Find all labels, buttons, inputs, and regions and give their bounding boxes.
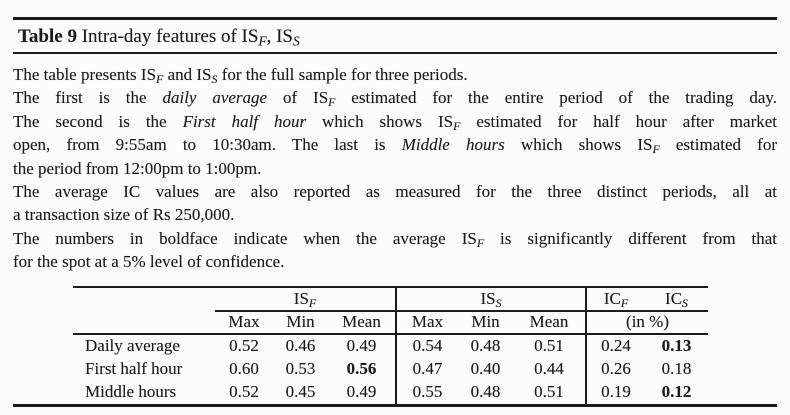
- note-line: [13, 250, 777, 273]
- text-segment: F: [328, 95, 336, 110]
- text-segment: F: [476, 235, 485, 250]
- text-segment: Middle hours: [401, 135, 505, 155]
- value-cell: 0.54: [396, 334, 458, 358]
- column-header: Min: [273, 311, 328, 334]
- column-header: Min: [458, 311, 513, 334]
- text-segment: The numbers in boldface indicate when the average IS: [13, 228, 477, 248]
- row-label: Middle hours: [85, 382, 177, 402]
- table-row: [73, 334, 708, 358]
- group-header-icf: [586, 287, 645, 311]
- text-segment: estimated for half hour after market: [460, 111, 777, 131]
- ic-unit-header: (in %): [586, 311, 708, 334]
- note-line: [13, 203, 777, 226]
- value-cell: 0.26: [586, 358, 645, 381]
- text-segment: estimated for: [659, 135, 778, 155]
- value-cell: 0.47: [396, 358, 458, 381]
- data-table-wrap: [73, 286, 790, 404]
- row-label: First half hour: [85, 359, 183, 379]
- value-cell: 0.48: [470, 336, 501, 356]
- value-cell: 0.40: [470, 359, 501, 379]
- note-line: [13, 63, 777, 86]
- value-cell: 0.12: [661, 382, 692, 402]
- text-segment: S: [211, 71, 218, 86]
- text-segment: which shows IS: [306, 111, 454, 131]
- text-segment: open, from 9:55am to 10:30am. The last is: [13, 135, 402, 155]
- text-segment: F: [652, 142, 660, 157]
- text-segment: The first is the: [13, 88, 163, 108]
- text-segment: IC: [665, 288, 683, 308]
- value-cell: 0.52: [229, 336, 259, 356]
- caption-rule: [13, 52, 777, 54]
- text-segment: Intra-day features of IS: [76, 26, 259, 47]
- text-segment: The average IC values are also reported as measured for the three distinct periods, all at: [13, 182, 777, 202]
- table-row: [73, 358, 708, 381]
- data-table: [73, 286, 708, 404]
- value-cell: 0.51: [534, 382, 564, 402]
- column-header: Mean: [513, 311, 586, 334]
- group-header-ics: [645, 287, 708, 311]
- text-segment: S: [495, 295, 502, 310]
- note-line: [13, 157, 777, 180]
- corner-cell: [73, 287, 215, 311]
- value-cell: 0.46: [285, 336, 316, 356]
- text-segment: Table 9: [18, 26, 77, 47]
- value-cell: 0.45: [285, 382, 316, 402]
- text-segment: F: [308, 295, 317, 310]
- text-segment: IS: [293, 288, 309, 308]
- text-segment: F: [620, 295, 629, 310]
- value-cell: 0.13: [661, 336, 692, 356]
- text-segment: estimated for the entire period of the trading day.: [335, 88, 778, 108]
- row-label: Daily average: [85, 336, 180, 356]
- bottom-rule: [13, 404, 777, 407]
- table-notes: [13, 63, 777, 274]
- text-segment: F: [156, 71, 164, 86]
- text-segment: for the full sample for three periods.: [217, 65, 468, 84]
- group-header-iss: [396, 287, 586, 311]
- value-cell: 0.48: [470, 382, 501, 402]
- value-cell: 0.49: [346, 382, 377, 402]
- value-cell: 0.19: [586, 381, 645, 404]
- value-cell: 0.56: [346, 359, 377, 379]
- note-line: [13, 133, 777, 156]
- text-segment: a transaction size of Rs 250,000.: [13, 205, 235, 225]
- note-line: [13, 180, 777, 203]
- text-segment: and IS: [163, 65, 212, 84]
- text-segment: , IS: [266, 26, 293, 47]
- column-header: Max: [215, 311, 273, 334]
- value-cell: 0.53: [285, 359, 316, 379]
- column-header: Max: [396, 311, 458, 334]
- group-header-isf: [215, 287, 396, 311]
- column-header-row: [73, 311, 708, 334]
- text-segment: which shows IS: [504, 135, 653, 155]
- table-caption: [13, 20, 777, 52]
- text-segment: First half hour: [182, 111, 307, 131]
- text-segment: of IS: [267, 88, 329, 108]
- value-cell: 0.51: [534, 336, 564, 356]
- value-cell: 0.49: [346, 336, 377, 356]
- text-segment: S: [682, 295, 688, 310]
- text-segment: is significantly different from that: [484, 228, 778, 248]
- text-segment: the period from 12:00pm to 1:00pm.: [13, 158, 262, 178]
- text-segment: The second is the: [13, 111, 183, 131]
- text-segment: daily average: [162, 88, 268, 108]
- value-cell: 0.55: [396, 381, 458, 404]
- text-segment: IS: [480, 288, 496, 308]
- note-line: [13, 86, 777, 109]
- text-segment: IC: [603, 288, 621, 308]
- table-row: [73, 381, 708, 404]
- note-line: [13, 110, 777, 133]
- text-segment: F: [453, 118, 461, 133]
- column-header: Mean: [328, 311, 396, 334]
- text-segment: S: [292, 33, 300, 49]
- group-header-row: [73, 287, 708, 311]
- value-cell: 0.24: [586, 334, 645, 358]
- text-segment: for the spot at a 5% level of confidence.: [13, 252, 285, 272]
- text-segment: F: [258, 33, 267, 49]
- corner-cell: [73, 311, 215, 334]
- value-cell: 0.18: [661, 359, 692, 379]
- value-cell: 0.52: [229, 382, 259, 402]
- note-line: [13, 227, 777, 250]
- value-cell: 0.60: [229, 359, 259, 379]
- text-segment: The table presents IS: [13, 65, 157, 84]
- value-cell: 0.44: [534, 359, 564, 379]
